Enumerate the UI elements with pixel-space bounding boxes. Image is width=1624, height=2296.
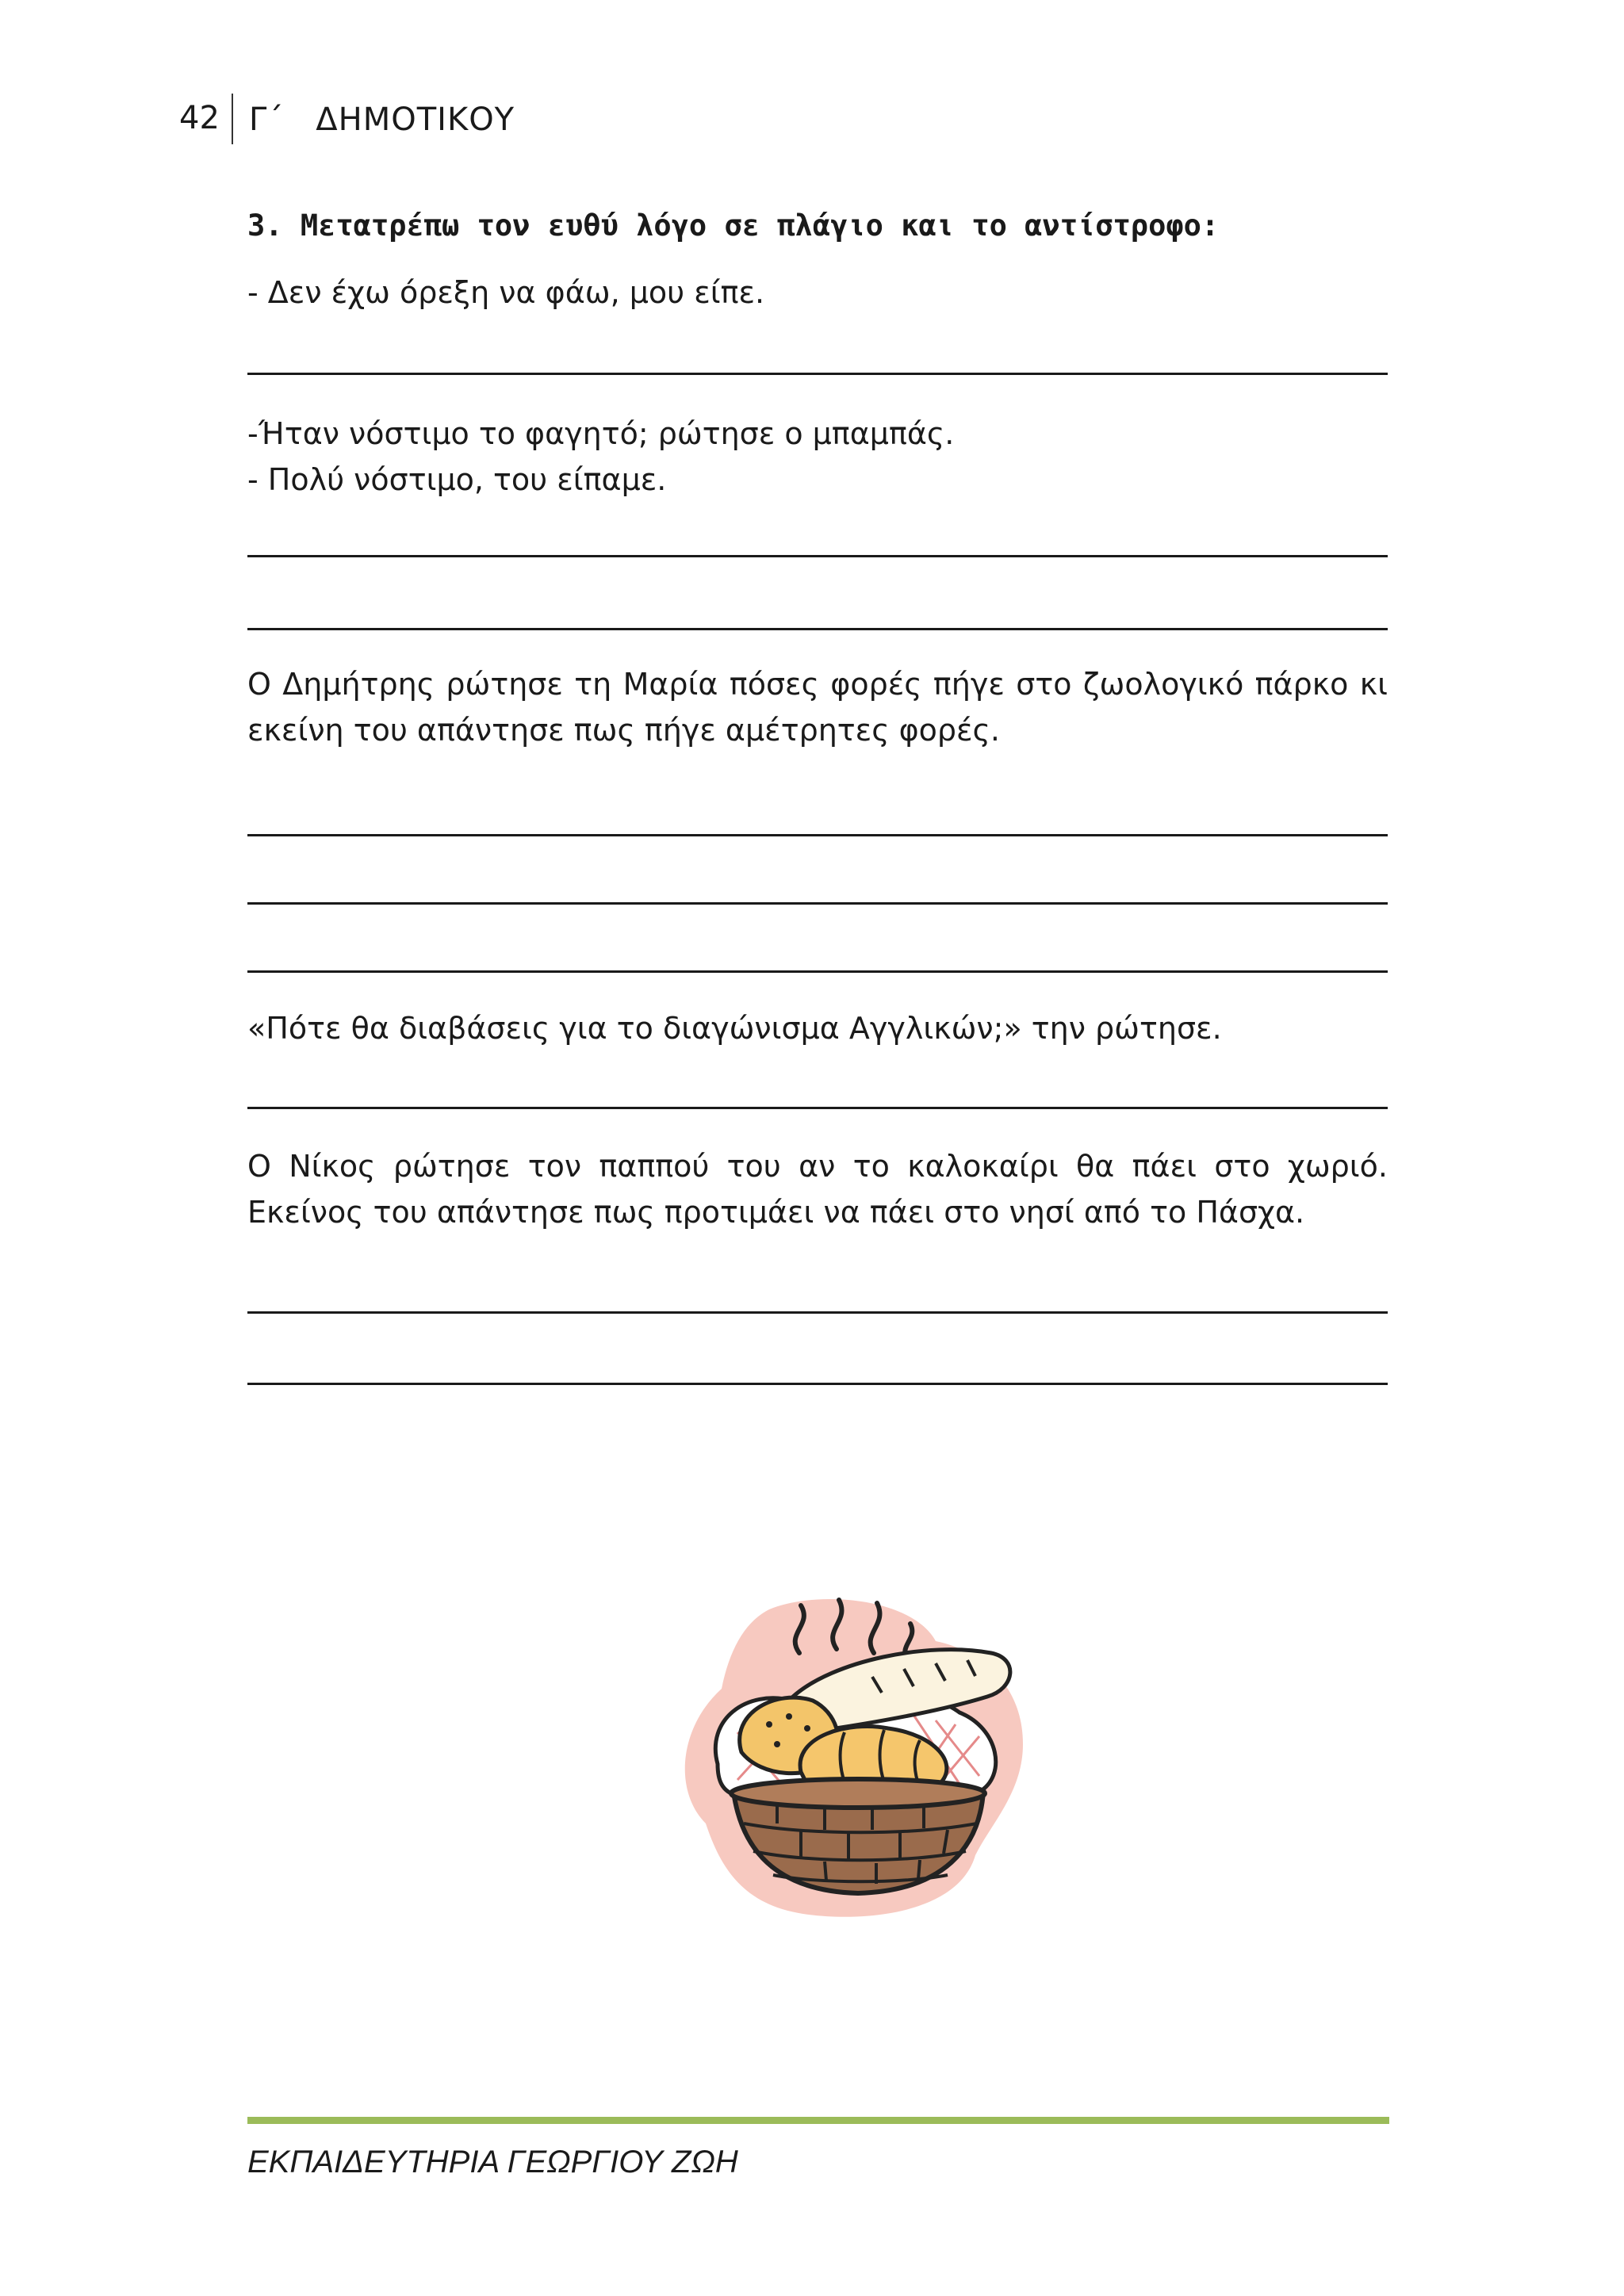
answer-line[interactable] bbox=[247, 834, 1388, 836]
footer-rule bbox=[247, 2117, 1389, 2124]
exercise-item-3-text: Ο Δημήτρης ρώτησε τη Μαρία πόσες φορές πήγε στο ζωολογικό πάρκο κι εκείνη του απάντησε πως πήγε αμέτρητες φορές. bbox=[247, 667, 1388, 748]
bread-basket-icon bbox=[674, 1594, 1031, 1927]
answer-line[interactable] bbox=[247, 902, 1388, 905]
exercise-item-5-text: Ο Νίκος ρώτησε τον παππού του αν το καλοκαίρι θα πάει στο χωριό. Εκείνος του απάντησε πως προτιμάει να πάει στο νησί από το Πάσχα. bbox=[247, 1149, 1388, 1230]
exercise-item-4-line-1: «Πότε θα διαβάσεις για το διαγώνισμα Αγγλικών;» την ρώτησε. bbox=[247, 1011, 1222, 1046]
exercise-item-2-line-2: - Πολύ νόστιμο, του είπαμε. bbox=[247, 462, 667, 497]
exercise-heading: 3. Μετατρέπω τον ευθύ λόγο σε πλάγιο και το αντίστροφο: bbox=[247, 209, 1220, 243]
exercise-item-1-line-1: - Δεν έχω όρεξη να φάω, μου είπε. bbox=[247, 275, 765, 310]
page-header-title bbox=[249, 101, 515, 138]
answer-line[interactable] bbox=[247, 1311, 1388, 1314]
answer-line[interactable] bbox=[247, 1383, 1388, 1385]
footer-school-name: ΕΚΠΑΙΔΕΥΤΗΡΙΑ ΓΕΩΡΓΙΟΥ ΖΩΗ bbox=[247, 2145, 738, 2179]
answer-line[interactable] bbox=[247, 628, 1388, 630]
answer-line[interactable] bbox=[247, 1107, 1388, 1109]
grade-title: ΔΗΜΟΤΙΚΟΥ bbox=[316, 101, 515, 138]
answer-line[interactable] bbox=[247, 555, 1388, 557]
header-divider bbox=[232, 94, 233, 144]
grade-mark: Γ΄ bbox=[249, 101, 285, 138]
answer-line[interactable] bbox=[247, 373, 1388, 375]
answer-line[interactable] bbox=[247, 970, 1388, 973]
page-number: 42 bbox=[179, 100, 220, 136]
exercise-item-2-line-1: -Ήταν νόστιμο το φαγητό; ρώτησε ο μπαμπάς. bbox=[247, 416, 955, 451]
